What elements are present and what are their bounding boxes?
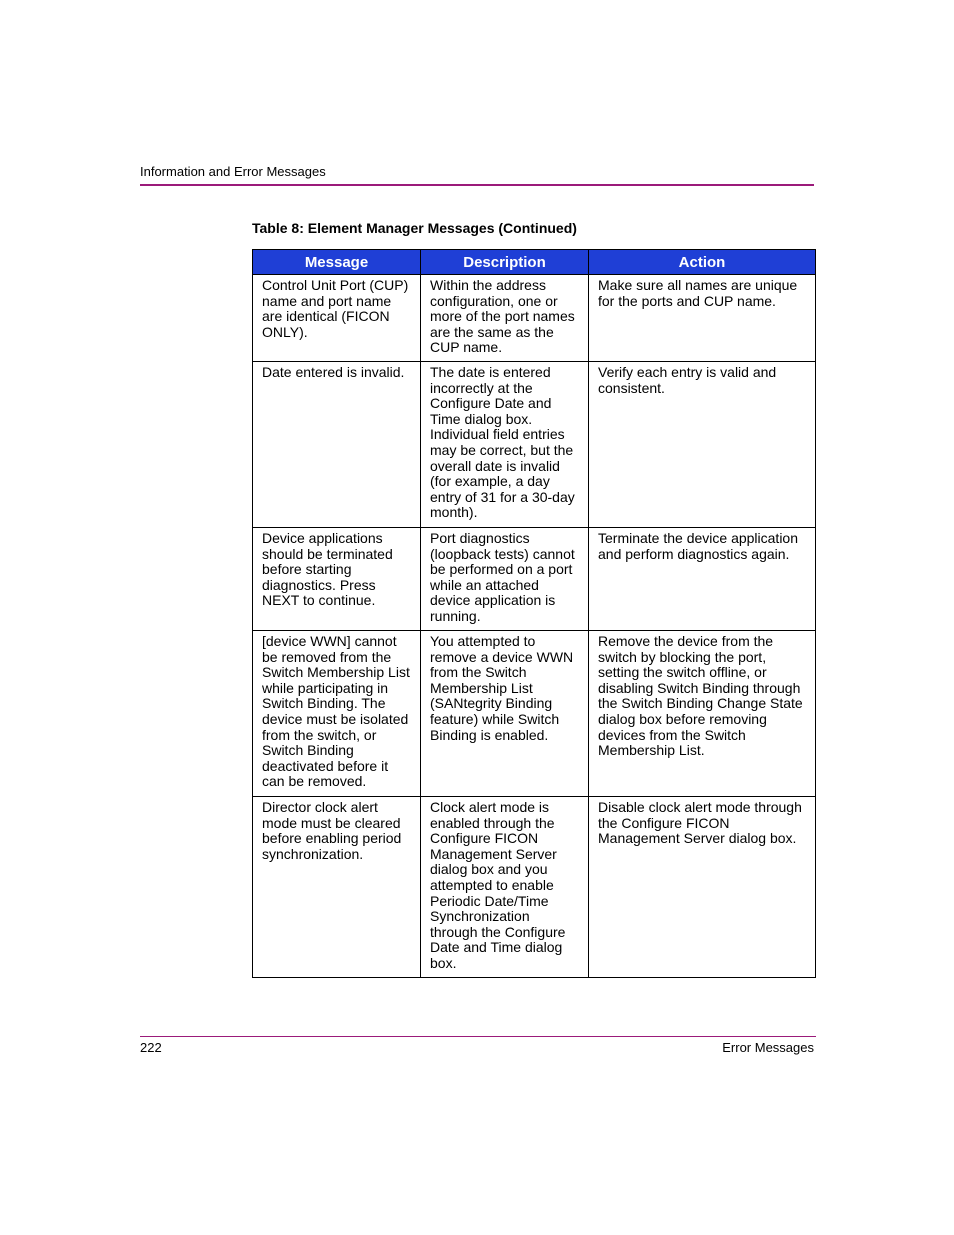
header-rule [140,184,814,186]
message-cell: Control Unit Port (CUP) name and port name are identical (FICON ONLY). [253,275,421,362]
table-row [253,797,816,978]
column-header-description: Description [421,250,589,275]
action-cell: Make sure all names are unique for the ports and CUP name. [589,275,816,362]
description-cell: Clock alert mode is enabled through the Configure FICON Management Server dialog box and you attempted to enable Periodic Date/Time Synchronization through the Configure Date and Time dialog box. [421,797,589,978]
message-cell: Device applications should be terminated before starting diagnostics. Press NEXT to continue. [253,528,421,631]
description-cell: Port diagnostics (loopback tests) cannot be performed on a port while an attached device application is running. [421,528,589,631]
action-cell: Verify each entry is valid and consistent. [589,362,816,528]
action-cell: Remove the device from the switch by blocking the port, setting the switch offline, or disabling Switch Binding through the Switch Binding Change State dialog box before removing devices from the Switch Membership List. [589,631,816,797]
description-cell: The date is entered incorrectly at the Configure Date and Time dialog box. Individual field entries may be correct, but the overall date is invalid (for example, a day entry of 31 for a 30-day month). [421,362,589,528]
running-header: Information and Error Messages [140,164,326,179]
footer-chapter-title: Error Messages [722,1040,814,1055]
column-header-action: Action [589,250,816,275]
messages-table [252,249,816,978]
column-header-message: Message [253,250,421,275]
message-cell: [device WWN] cannot be removed from the Switch Membership List while participating in Switch Binding. The device must be isolated from the switch, or Switch Binding deactivated before it can be removed. [253,631,421,797]
message-cell: Date entered is invalid. [253,362,421,528]
footer-rule [140,1036,816,1037]
table-row [253,362,816,528]
page-number: 222 [140,1040,162,1055]
table-row [253,528,816,631]
action-cell: Terminate the device application and perform diagnostics again. [589,528,816,631]
message-cell: Director clock alert mode must be cleared before enabling period synchronization. [253,797,421,978]
table-row [253,275,816,362]
description-cell: You attempted to remove a device WWN from the Switch Membership List (SANtegrity Binding feature) while Switch Binding is enabled. [421,631,589,797]
table-caption: Table 8: Element Manager Messages (Continued) [252,220,577,236]
table-header-row [253,250,816,275]
action-cell: Disable clock alert mode through the Configure FICON Management Server dialog box. [589,797,816,978]
table-row [253,631,816,797]
description-cell: Within the address configuration, one or more of the port names are the same as the CUP name. [421,275,589,362]
